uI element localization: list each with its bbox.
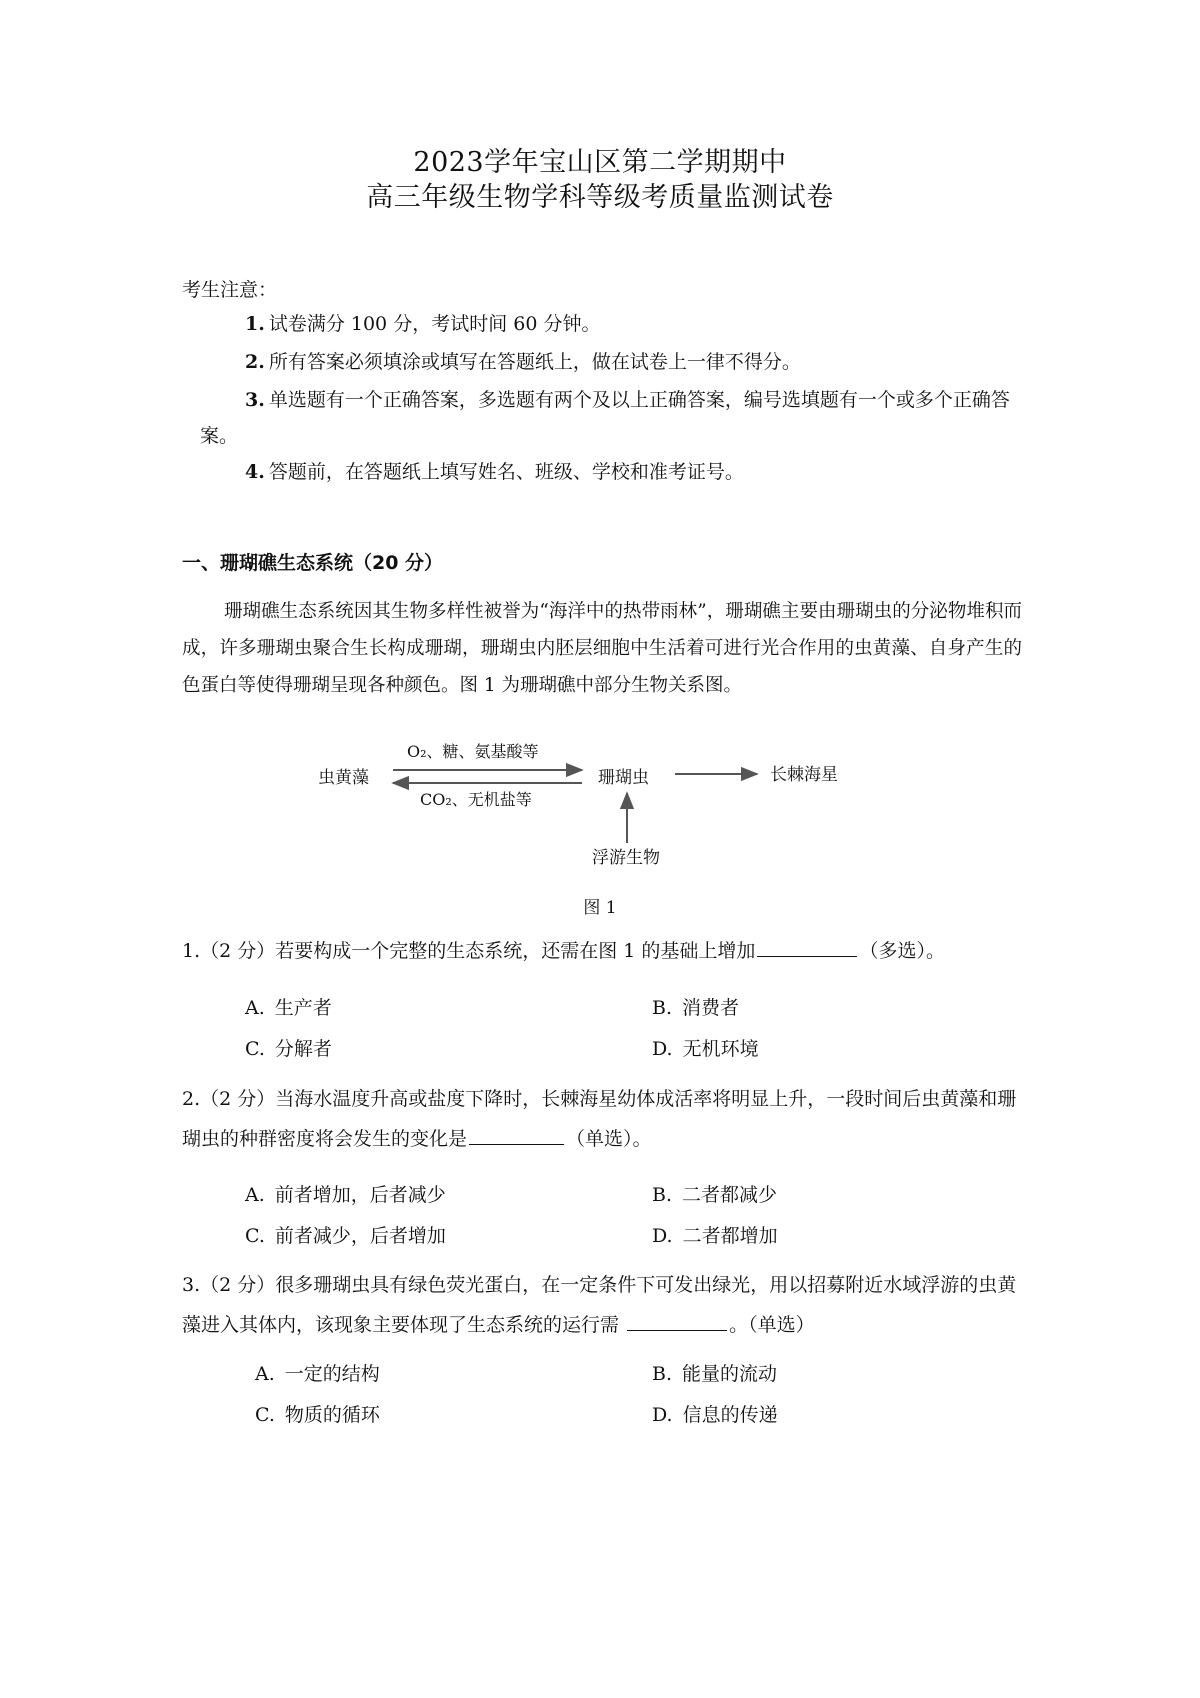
question-type-hint: 。（单选）	[729, 1314, 815, 1336]
option-b: B. 能量的流动	[652, 1363, 778, 1385]
notice-item-text: 试卷满分 100 分，考试时间 60 分钟。	[268, 313, 601, 335]
option-d: D. 二者都增加	[652, 1225, 778, 1247]
notice-item-number: 2.	[245, 351, 265, 373]
notice-item-number: 3.	[245, 389, 265, 411]
question-3-stem	[182, 1265, 1027, 1345]
notice-item-text: 所有答案必须填涂或填写在答题纸上，做在试卷上一律不得分。	[268, 351, 801, 373]
option-d: D. 信息的传递	[652, 1404, 778, 1426]
question-text: 3.（2 分）很多珊瑚虫具有绿色荧光蛋白，在一定条件下可发出绿光，用以招募附近水域浮游的虫黄藻进入其体内，该现象主要体现了生态系统的运行需	[182, 1274, 1017, 1336]
notice-item	[245, 344, 1025, 380]
exam-title-line1: 2023学年宝山区第二学期期中	[413, 147, 787, 178]
question-type-hint: （多选）。	[859, 940, 945, 962]
notice-item-text: 单选题有一个正确答案，多选题有两个及以上正确答案，编号选填题有一个或多个正确答案。	[200, 389, 1010, 447]
notice-item-number: 1.	[245, 313, 265, 335]
option-c: C. 分解者	[245, 1038, 332, 1060]
section-heading: 一、珊瑚礁生态系统（20 分）	[182, 552, 444, 574]
node-zooxanthellae: 虫黄藻	[318, 768, 369, 788]
node-plankton: 浮游生物	[592, 848, 660, 868]
answer-blank	[627, 1308, 727, 1331]
option-d: D. 无机环境	[652, 1038, 759, 1060]
question-text: 2.（2 分）当海水温度升高或盐度下降时，长棘海星幼体成活率将明显上升，一段时间后虫黄藻和珊瑚虫的种群密度将会发生的变化是	[182, 1088, 1017, 1150]
answer-blank	[469, 1122, 564, 1145]
figure-1-diagram	[0, 730, 1200, 870]
notice-item	[200, 382, 1030, 454]
answer-blank	[757, 934, 857, 957]
notice-item	[245, 306, 1025, 342]
notice-item	[245, 454, 1025, 490]
question-type-hint: （单选）。	[566, 1128, 652, 1150]
option-a: A. 前者增加，后者减少	[245, 1184, 446, 1206]
option-b: B. 消费者	[652, 997, 740, 1019]
option-a: A. 生产者	[245, 997, 332, 1019]
notice-item-number: 4.	[245, 461, 265, 483]
question-text: 1.（2 分）若要构成一个完整的生态系统，还需在图 1 的基础上增加	[182, 940, 756, 962]
option-c: C. 前者减少，后者增加	[245, 1225, 446, 1247]
option-c: C. 物质的循环	[255, 1404, 380, 1426]
option-a: A. 一定的结构	[255, 1363, 380, 1385]
arrow-label-top: O₂、糖、氨基酸等	[407, 742, 539, 761]
question-2-stem	[182, 1079, 1027, 1159]
section-passage: 珊瑚礁生态系统因其生物多样性被誉为“海洋中的热带雨林”，珊瑚礁主要由珊瑚虫的分泌物堆积而成，许多珊瑚虫聚合生长构成珊瑚，珊瑚虫内胚层细胞中生活着可进行光合作用的虫黄藻、自身产生的色蛋白等使得珊瑚呈现各种颜色。图 1 为珊瑚礁中部分生物关系图。	[182, 601, 1022, 696]
figure-caption: 图 1	[583, 898, 617, 918]
node-coral-polyp: 珊瑚虫	[598, 768, 649, 788]
notice-heading: 考生注意：	[182, 279, 278, 301]
question-1-stem	[182, 931, 1027, 971]
exam-title-line2: 高三年级生物学科等级考质量监测试卷	[366, 182, 834, 213]
option-b: B. 二者都减少	[652, 1184, 778, 1206]
arrow-label-bottom: CO₂、无机盐等	[420, 790, 532, 809]
node-crown-of-thorns-starfish: 长棘海星	[770, 765, 838, 785]
notice-item-text: 答题前，在答题纸上填写姓名、班级、学校和准考证号。	[268, 461, 744, 483]
